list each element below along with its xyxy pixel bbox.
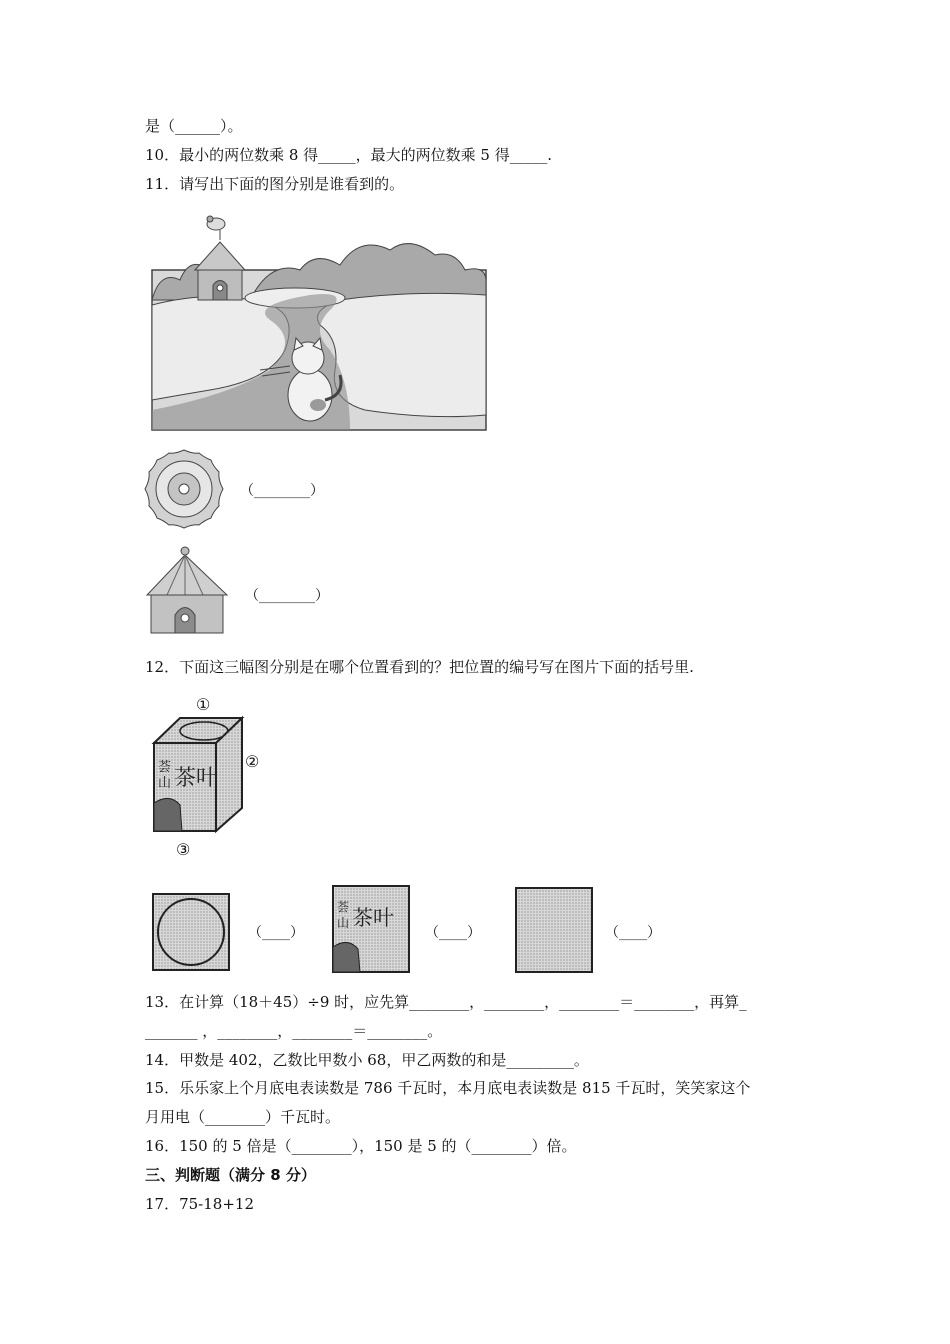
front-label-big: 茶叶 xyxy=(352,906,394,930)
q17-text: 17．75-18+12 xyxy=(145,1195,254,1213)
side-view-rect-image xyxy=(515,887,593,973)
scene-cat-tent-image xyxy=(150,210,490,434)
q12-text: 12．下面这三幅图分别是在哪个位置看到的？把位置的编号写在图片下面的括号里. xyxy=(145,658,694,676)
front-label-small-2: 山 xyxy=(337,916,350,930)
q12-answer-blank-3[interactable]: （____） xyxy=(605,925,661,941)
front-view-tea-image xyxy=(332,885,410,973)
q15-text: 15．乐乐家上个月底电表读数是 786 千瓦时，本月底电表读数是 815 千瓦时，笑笑家这个 xyxy=(145,1079,751,1097)
q13-text: 13．在计算（18＋45）÷9 时，应先算________，________，________＝________，再算_ xyxy=(145,993,747,1011)
tent-front-view-image xyxy=(145,545,231,637)
section-heading: 三、判断题（满分 8 分） xyxy=(145,1166,316,1184)
q11-text: 11．请写出下面的图分别是谁看到的。 xyxy=(145,175,405,193)
q14-text: 14．甲数是 402，乙数比甲数小 68，甲乙两数的和是_________。 xyxy=(145,1051,589,1069)
position-3-label: ③ xyxy=(176,840,191,859)
position-2-label: ② xyxy=(245,752,260,771)
q9-tail-text: 是（______）。 xyxy=(145,117,243,135)
q10-text: 10．最小的两位数乘 8 得_____，最大的两位数乘 5 得_____. xyxy=(145,146,553,164)
position-1-label: ① xyxy=(196,695,211,714)
tent-top-view-image xyxy=(143,448,225,530)
box-label-small: 荟 xyxy=(158,760,172,775)
q12-answer-blank-2[interactable]: （____） xyxy=(425,925,481,941)
q11-answer-blank-1[interactable]: （________） xyxy=(240,483,324,499)
q13-text-cont: _______ ，________，________＝________。 xyxy=(145,1022,443,1040)
front-label-small: 荟 xyxy=(337,900,350,914)
q11-answer-blank-2[interactable]: （________） xyxy=(245,588,329,604)
q12-answer-blank-1[interactable]: （____） xyxy=(248,925,304,941)
box-label-big: 茶叶 xyxy=(174,766,219,791)
top-view-circle-image xyxy=(152,893,230,971)
q16-text: 16．150 的 5 倍是（________），150 是 5 的（________）倍。 xyxy=(145,1137,577,1155)
q15-text-cont: 月用电（________）千瓦时。 xyxy=(145,1108,341,1126)
box-label-small-2: 山 xyxy=(158,776,172,791)
